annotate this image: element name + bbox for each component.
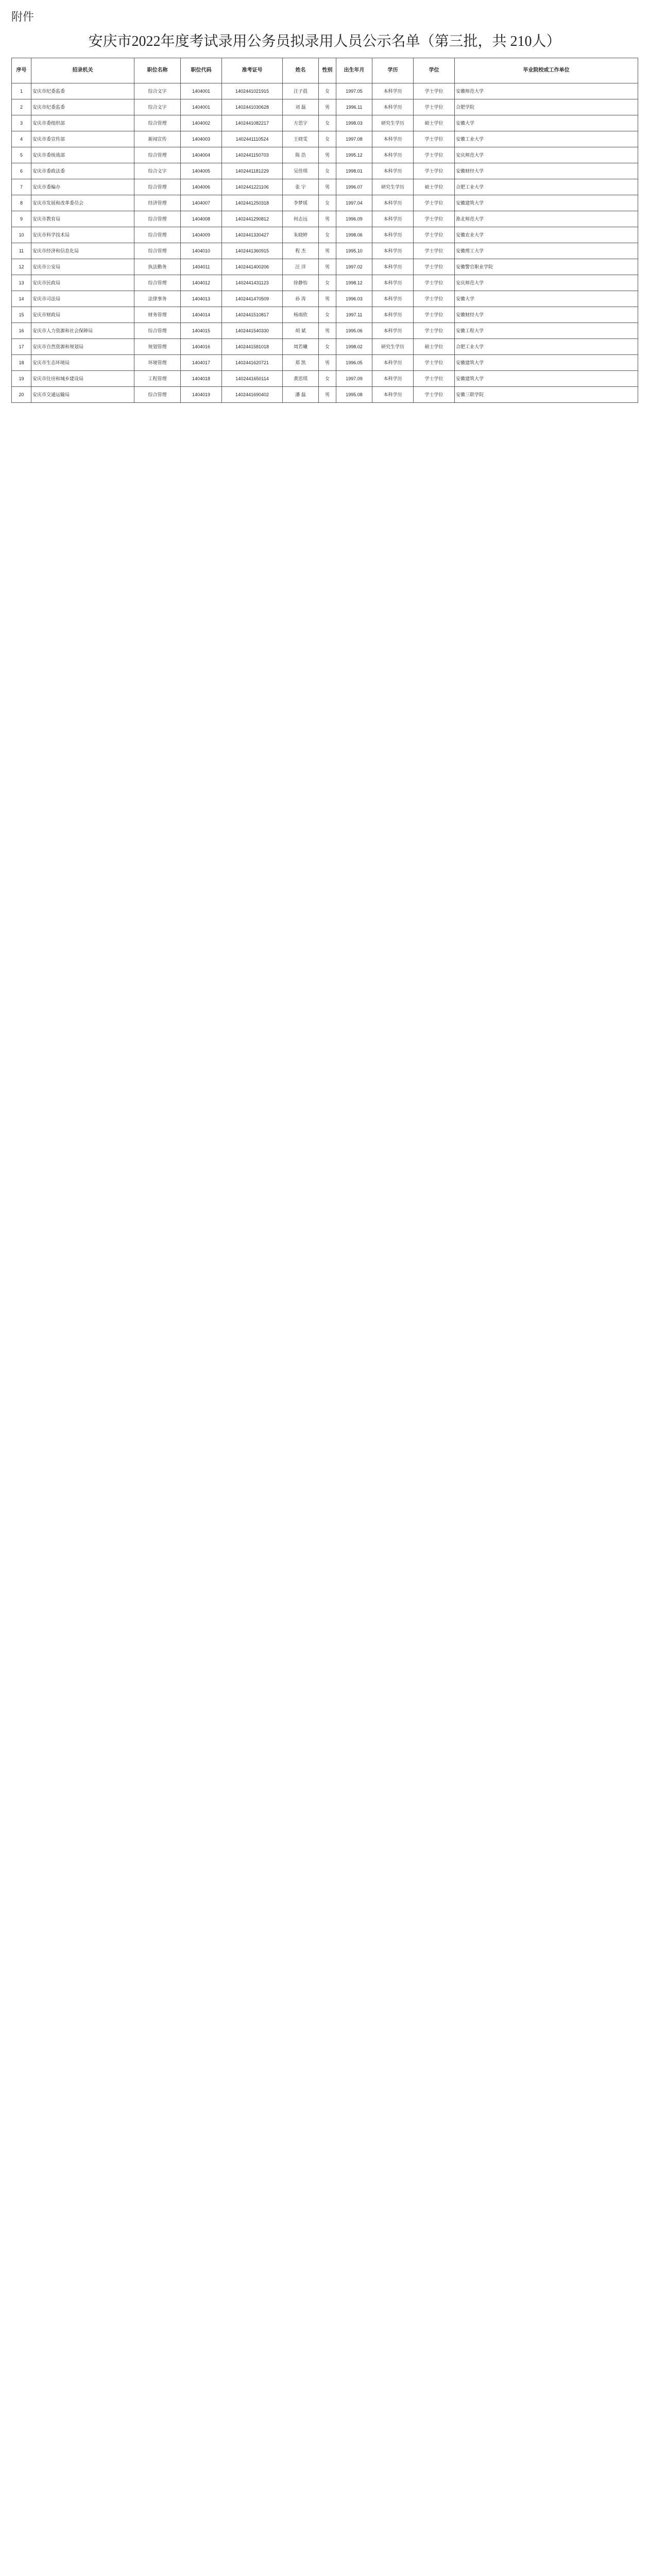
table-cell: 女 [319,83,336,99]
table-cell: 男 [319,291,336,307]
table-cell: 11 [12,243,31,259]
table-cell: 13 [12,275,31,291]
table-cell: 安徽三联学院 [455,387,638,403]
table-cell: 安庆市委政法委 [31,163,134,179]
table-cell: 合肥学院 [455,99,638,115]
table-cell: 1404016 [181,339,222,355]
table-cell: 综合文字 [134,83,181,99]
table-cell: 硕士学位 [414,115,455,131]
table-cell: 汪 洋 [283,259,319,275]
table-cell: 安庆市生态环境局 [31,355,134,371]
table-cell: 8 [12,195,31,211]
table-cell: 14 [12,291,31,307]
table-cell: 1402441690402 [222,387,283,403]
table-cell: 1998.02 [336,339,372,355]
table-cell: 财务管理 [134,307,181,323]
table-cell: 安庆市人力资源和社会保障局 [31,323,134,339]
table-cell: 1404004 [181,147,222,163]
table-cell: 刘 磊 [283,99,319,115]
table-cell: 女 [319,307,336,323]
table-row [12,243,638,259]
table-cell: 1402441150703 [222,147,283,163]
table-cell: 研究生学历 [372,115,414,131]
table-row [12,275,638,291]
table-cell: 本科学历 [372,355,414,371]
table-cell: 1402441620721 [222,355,283,371]
table-cell: 本科学历 [372,291,414,307]
table-cell: 1995.08 [336,387,372,403]
table-cell: 19 [12,371,31,387]
table-cell: 学士学位 [414,243,455,259]
table-cell: 安徽建筑大学 [455,371,638,387]
table-cell: 陈 浩 [283,147,319,163]
table-cell: 1995.12 [336,147,372,163]
table-cell: 安徽大学 [455,115,638,131]
table-cell: 1404013 [181,291,222,307]
table-cell: 1996.03 [336,291,372,307]
table-cell: 女 [319,195,336,211]
table-cell: 研究生学历 [372,179,414,195]
table-cell: 综合管理 [134,211,181,227]
table-cell: 1404001 [181,99,222,115]
table-cell: 3 [12,115,31,131]
table-cell: 女 [319,115,336,131]
table-body [12,83,638,403]
table-cell: 1998.06 [336,227,372,243]
table-cell: 郑 凯 [283,355,319,371]
table-cell: 新闻宣传 [134,131,181,147]
table-cell: 1995.06 [336,323,372,339]
table-cell: 综合管理 [134,179,181,195]
table-cell: 1997.09 [336,371,372,387]
table-cell: 1997.02 [336,259,372,275]
table-cell: 学士学位 [414,195,455,211]
table-cell: 1404002 [181,115,222,131]
table-cell: 本科学历 [372,147,414,163]
table-cell: 本科学历 [372,387,414,403]
table-cell: 安徽大学 [455,291,638,307]
table-cell: 17 [12,339,31,355]
table-cell: 安庆市纪委监委 [31,99,134,115]
table-cell: 安庆市住房和城乡建设局 [31,371,134,387]
table-cell: 安徽工程大学 [455,323,638,339]
table-cell: 男 [319,179,336,195]
table-cell: 1998.01 [336,163,372,179]
table-cell: 1996.09 [336,211,372,227]
table-cell: 规划管理 [134,339,181,355]
table-cell: 综合管理 [134,115,181,131]
table-cell: 6 [12,163,31,179]
table-cell: 执法勤务 [134,259,181,275]
table-row [12,291,638,307]
table-cell: 硕士学位 [414,179,455,195]
table-cell: 吴佳琪 [283,163,319,179]
table-cell: 方思宇 [283,115,319,131]
table-cell: 淮北师范大学 [455,211,638,227]
table-row [12,147,638,163]
table-cell: 10 [12,227,31,243]
table-cell: 学士学位 [414,291,455,307]
table-cell: 本科学历 [372,195,414,211]
table-cell: 2 [12,99,31,115]
table-cell: 本科学历 [372,371,414,387]
table-cell: 安庆市公安局 [31,259,134,275]
table-cell: 安庆市委宣传部 [31,131,134,147]
table-cell: 1998.03 [336,115,372,131]
table-cell: 1404007 [181,195,222,211]
table-cell: 1404011 [181,259,222,275]
table-cell: 经济管理 [134,195,181,211]
table-cell: 安徽工业大学 [455,131,638,147]
table-cell: 程 杰 [283,243,319,259]
table-cell: 1404008 [181,211,222,227]
table-row [12,387,638,403]
table-cell: 男 [319,387,336,403]
table-cell: 周若曦 [283,339,319,355]
table-cell: 王晓雯 [283,131,319,147]
table-cell: 1996.05 [336,355,372,371]
table-cell: 7 [12,179,31,195]
table-cell: 何志远 [283,211,319,227]
table-cell: 男 [319,323,336,339]
table-cell: 男 [319,99,336,115]
table-cell: 安徽警官职业学院 [455,259,638,275]
table-cell: 学士学位 [414,323,455,339]
table-cell: 安庆市教育局 [31,211,134,227]
table-cell: 本科学历 [372,227,414,243]
table-row [12,339,638,355]
table-row [12,323,638,339]
table-cell: 1402441510817 [222,307,283,323]
table-cell: 18 [12,355,31,371]
table-cell: 1997.05 [336,83,372,99]
table-header-row [12,58,638,83]
table-row [12,307,638,323]
table-cell: 1402441581018 [222,339,283,355]
column-header: 职位代码 [181,58,222,83]
roster-table [11,58,638,403]
table-row [12,371,638,387]
table-cell: 1404012 [181,275,222,291]
table-cell: 1402441470509 [222,291,283,307]
table-row [12,179,638,195]
table-cell: 1402441082217 [222,115,283,131]
table-cell: 15 [12,307,31,323]
table-cell: 安庆市民政局 [31,275,134,291]
table-cell: 徐静怡 [283,275,319,291]
table-cell: 4 [12,131,31,147]
table-cell: 安庆市经济和信息化局 [31,243,134,259]
column-header: 准考证号 [222,58,283,83]
table-cell: 本科学历 [372,211,414,227]
table-cell: 孙 涛 [283,291,319,307]
table-cell: 李梦瑶 [283,195,319,211]
table-cell: 法律事务 [134,291,181,307]
table-cell: 1402441360915 [222,243,283,259]
table-cell: 安庆师范大学 [455,275,638,291]
table-cell: 1402441650114 [222,371,283,387]
table-cell: 1404010 [181,243,222,259]
table-cell: 朱晓婷 [283,227,319,243]
table-cell: 学士学位 [414,371,455,387]
table-cell: 安徽农业大学 [455,227,638,243]
table-cell: 安庆市交通运输局 [31,387,134,403]
table-cell: 1998.12 [336,275,372,291]
table-cell: 本科学历 [372,99,414,115]
column-header: 职位名称 [134,58,181,83]
column-header: 出生年月 [336,58,372,83]
table-cell: 1404001 [181,83,222,99]
table-cell: 安徽财经大学 [455,163,638,179]
table-cell: 安庆市委编办 [31,179,134,195]
table-cell: 黄思琪 [283,371,319,387]
table-cell: 1402441400206 [222,259,283,275]
table-cell: 综合文字 [134,163,181,179]
table-cell: 1404003 [181,131,222,147]
table-cell: 工程管理 [134,371,181,387]
table-cell: 1996.07 [336,179,372,195]
column-header: 毕业院校或工作单位 [455,58,638,83]
table-cell: 本科学历 [372,307,414,323]
table-cell: 1402441221106 [222,179,283,195]
table-cell: 1404005 [181,163,222,179]
table-cell: 胡 斌 [283,323,319,339]
table-cell: 1402441540330 [222,323,283,339]
table-cell: 学士学位 [414,163,455,179]
table-cell: 安徽建筑大学 [455,355,638,371]
table-cell: 安庆市纪委监委 [31,83,134,99]
table-cell: 学士学位 [414,99,455,115]
table-cell: 16 [12,323,31,339]
table-cell: 1402441030628 [222,99,283,115]
table-cell: 安庆市委统战部 [31,147,134,163]
table-cell: 1404019 [181,387,222,403]
table-cell: 学士学位 [414,227,455,243]
table-cell: 1404018 [181,371,222,387]
table-cell: 男 [319,355,336,371]
table-row [12,355,638,371]
table-cell: 本科学历 [372,275,414,291]
table-row [12,83,638,99]
table-cell: 学士学位 [414,307,455,323]
table-cell: 学士学位 [414,275,455,291]
table-cell: 安徽财经大学 [455,307,638,323]
table-cell: 杨雨欣 [283,307,319,323]
table-cell: 本科学历 [372,83,414,99]
table-cell: 综合管理 [134,243,181,259]
table-cell: 合肥工业大学 [455,179,638,195]
table-cell: 1402441110524 [222,131,283,147]
table-cell: 1404006 [181,179,222,195]
table-cell: 安徽理工大学 [455,243,638,259]
table-cell: 综合管理 [134,323,181,339]
table-cell: 硕士学位 [414,339,455,355]
table-cell: 女 [319,275,336,291]
column-header: 性别 [319,58,336,83]
table-cell: 环境管理 [134,355,181,371]
table-cell: 汪子晨 [283,83,319,99]
table-cell: 安庆市委组织部 [31,115,134,131]
table-cell: 本科学历 [372,259,414,275]
table-cell: 女 [319,131,336,147]
table-cell: 男 [319,259,336,275]
table-cell: 1402441021915 [222,83,283,99]
table-cell: 1404015 [181,323,222,339]
table-cell: 9 [12,211,31,227]
table-cell: 综合管理 [134,227,181,243]
table-cell: 1404017 [181,355,222,371]
table-cell: 本科学历 [372,163,414,179]
column-header: 姓名 [283,58,319,83]
column-header: 序号 [12,58,31,83]
table-cell: 本科学历 [372,323,414,339]
table-cell: 1402441181229 [222,163,283,179]
table-cell: 1997.11 [336,307,372,323]
table-cell: 安庆师范大学 [455,147,638,163]
table-cell: 1404014 [181,307,222,323]
table-cell: 1402441290812 [222,211,283,227]
table-cell: 安庆市司法局 [31,291,134,307]
table-cell: 1 [12,83,31,99]
table-cell: 学士学位 [414,387,455,403]
table-row [12,211,638,227]
table-row [12,99,638,115]
table-cell: 综合管理 [134,275,181,291]
table-cell: 1402441330427 [222,227,283,243]
column-header: 学历 [372,58,414,83]
table-cell: 综合管理 [134,387,181,403]
table-cell: 男 [319,211,336,227]
table-cell: 1402441250318 [222,195,283,211]
table-cell: 男 [319,243,336,259]
table-cell: 综合管理 [134,147,181,163]
page-title: 安庆市2022年度考试录用公务员拟录用人员公示名单（第三批，共 210人） [88,33,561,49]
table-cell: 张 宇 [283,179,319,195]
table-row [12,131,638,147]
table-cell: 1404009 [181,227,222,243]
table-cell: 安庆市财政局 [31,307,134,323]
table-row [12,227,638,243]
table-cell: 潘 磊 [283,387,319,403]
table-cell: 12 [12,259,31,275]
table-cell: 1997.04 [336,195,372,211]
table-cell: 1997.08 [336,131,372,147]
table-cell: 安徽建筑大学 [455,195,638,211]
table-cell: 1402441431123 [222,275,283,291]
attachment-label: 附件 [11,10,35,23]
table-cell: 男 [319,147,336,163]
table-cell: 安庆市发展和改革委员会 [31,195,134,211]
table-row [12,259,638,275]
column-header: 招录机关 [31,58,134,83]
table-cell: 学士学位 [414,83,455,99]
table-cell: 安庆市科学技术局 [31,227,134,243]
table-cell: 1996.11 [336,99,372,115]
table-cell: 本科学历 [372,131,414,147]
table-cell: 女 [319,339,336,355]
table-cell: 综合文字 [134,99,181,115]
table-cell: 学士学位 [414,131,455,147]
table-cell: 学士学位 [414,211,455,227]
table-row [12,163,638,179]
column-header: 学位 [414,58,455,83]
table-cell: 学士学位 [414,259,455,275]
table-cell: 学士学位 [414,147,455,163]
table-row [12,195,638,211]
table-cell: 女 [319,227,336,243]
table-cell: 研究生学历 [372,339,414,355]
table-cell: 学士学位 [414,355,455,371]
table-cell: 安庆市自然资源和规划局 [31,339,134,355]
table-cell: 安徽师范大学 [455,83,638,99]
table-cell: 女 [319,371,336,387]
table-cell: 女 [319,163,336,179]
table-cell: 20 [12,387,31,403]
table-row [12,115,638,131]
table-cell: 本科学历 [372,243,414,259]
table-cell: 合肥工业大学 [455,339,638,355]
table-cell: 5 [12,147,31,163]
table-cell: 1995.10 [336,243,372,259]
